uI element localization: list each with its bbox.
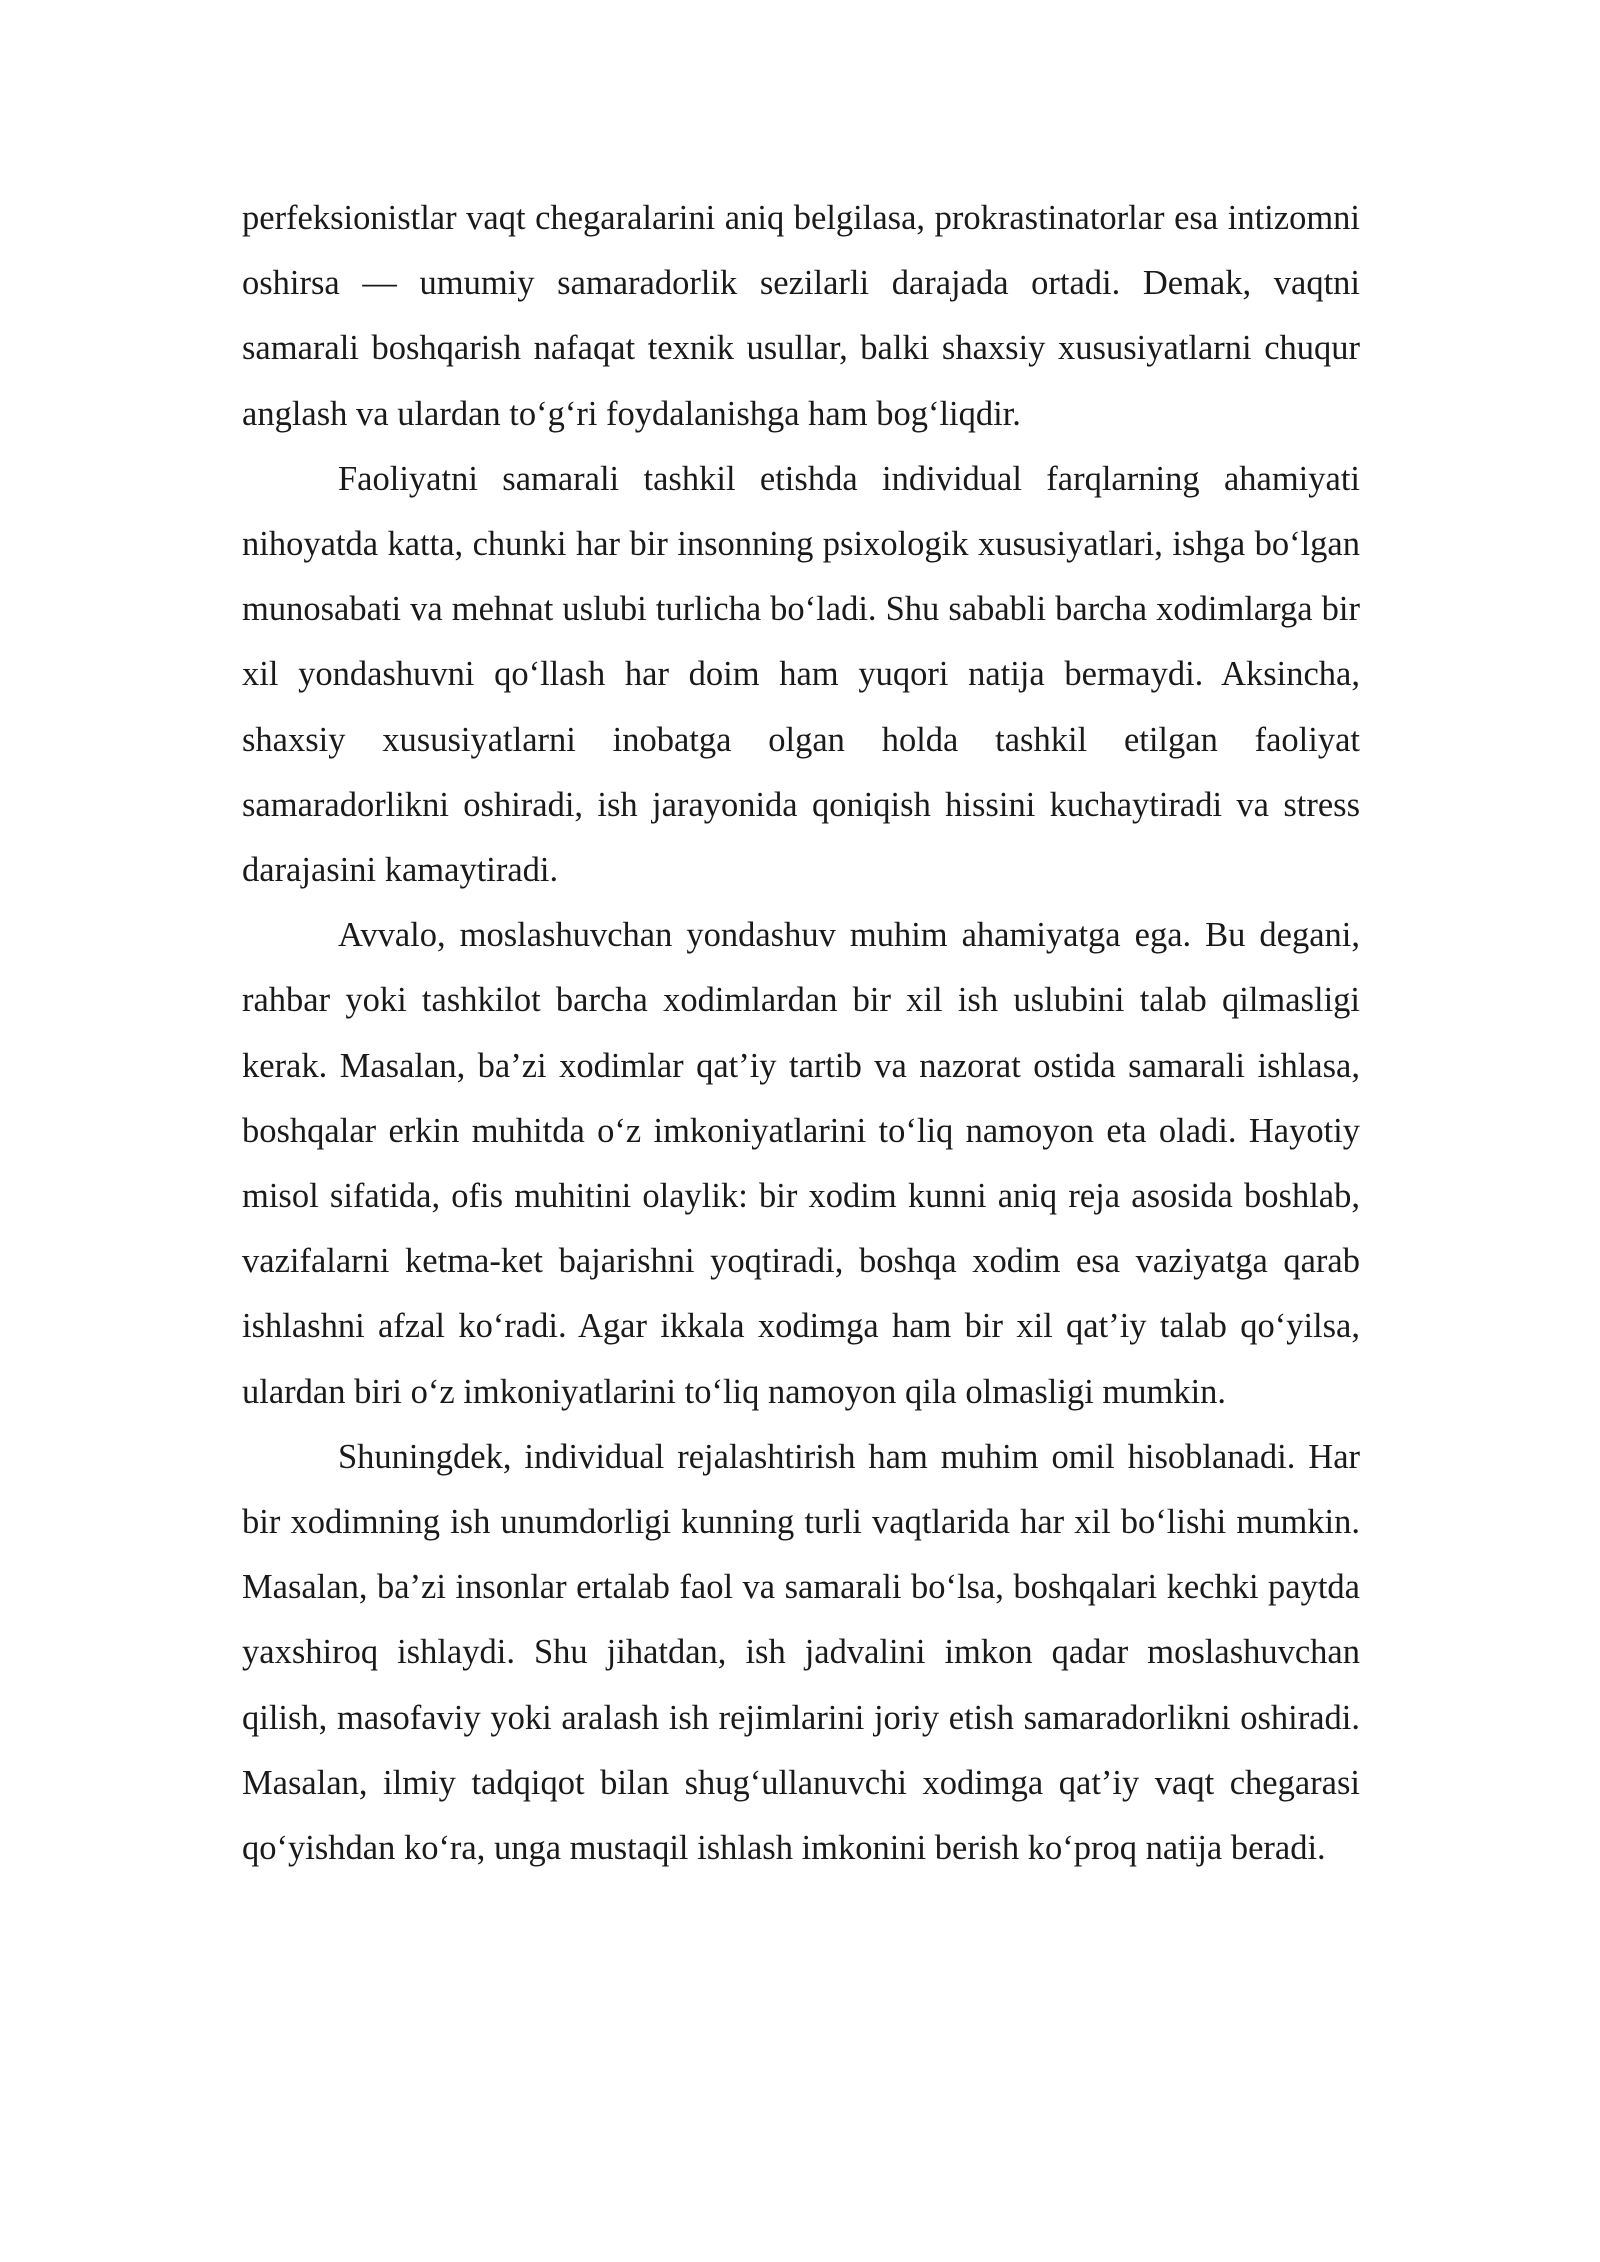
paragraph-individual-differences: Faoliyatni samarali tashkil etishda individual farqlarning ahamiyati nihoyatda katta, chunki har bir insonning psixologik xususiyatlari, ishga bo‘lgan munosabati va mehnat uslubi turlicha bo‘ladi. Shu sababli barcha xodimlarga bir xil yondashuvni qo‘llash har doim ham yuqori natija bermaydi. Aksincha, shaxsiy xususiyatlarni inobatga olgan holda tashkil etilgan faoliyat samaradorlikni oshiradi, ish jarayonida qoniqish hissini kuchaytiradi va stress darajasini kamaytiradi. bbox=[242, 459, 1360, 890]
paragraph-continuation: perfeksionistlar vaqt chegaralarini aniq belgilasa, prokrastinatorlar esa intizomni oshirsa — umumiy samaradorlik sezilarli darajada ortadi. Demak, vaqtni samarali boshqarish nafaqat texnik usullar, balki shaxsiy xususiyatlarni chuqur anglash va ulardan to‘g‘ri foydalanishga ham bog‘liqdir. bbox=[242, 199, 1360, 433]
body-text bbox=[242, 186, 1360, 1881]
paragraph-individual-planning: Shuningdek, individual rejalashtirish ham muhim omil hisoblanadi. Har bir xodimning ish unumdorligi kunning turli vaqtlarida har xil bo‘lishi mumkin. Masalan, ba’zi insonlar ertalab faol va samarali bo‘lsa, boshqalari kechki paytda yaxshiroq ishlaydi. Shu jihatdan, ish jadvalini imkon qadar moslashuvchan qilish, masofaviy yoki aralash ish rejimlarini joriy etish samaradorlikni oshiradi. Masalan, ilmiy tadqiqot bilan shug‘ullanuvchi xodimga qat’iy vaqt chegarasi qo‘yishdan ko‘ra, unga mustaqil ishlash imkonini berish ko‘proq natija beradi. bbox=[242, 1437, 1360, 1868]
paragraph-flexible-approach: Avvalo, moslashuvchan yondashuv muhim ahamiyatga ega. Bu degani, rahbar yoki tashkilot barcha xodimlardan bir xil ish uslubini talab qilmasligi kerak. Masalan, ba’zi xodimlar qat’iy tartib va nazorat ostida samarali ishlasa, boshqalar erkin muhitda o‘z imkoniyatlarini to‘liq namoyon eta oladi. Hayotiy misol sifatida, ofis muhitini olaylik: bir xodim kunni aniq reja asosida boshlab, vazifalarni ketma-ket bajarishni yoqtiradi, boshqa xodim esa vaziyatga qarab ishlashni afzal ko‘radi. Agar ikkala xodimga ham bir xil qat’iy talab qo‘yilsa, ulardan biri o‘z imkoniyatlarini to‘liq namoyon qila olmasligi mumkin. bbox=[242, 916, 1360, 1411]
